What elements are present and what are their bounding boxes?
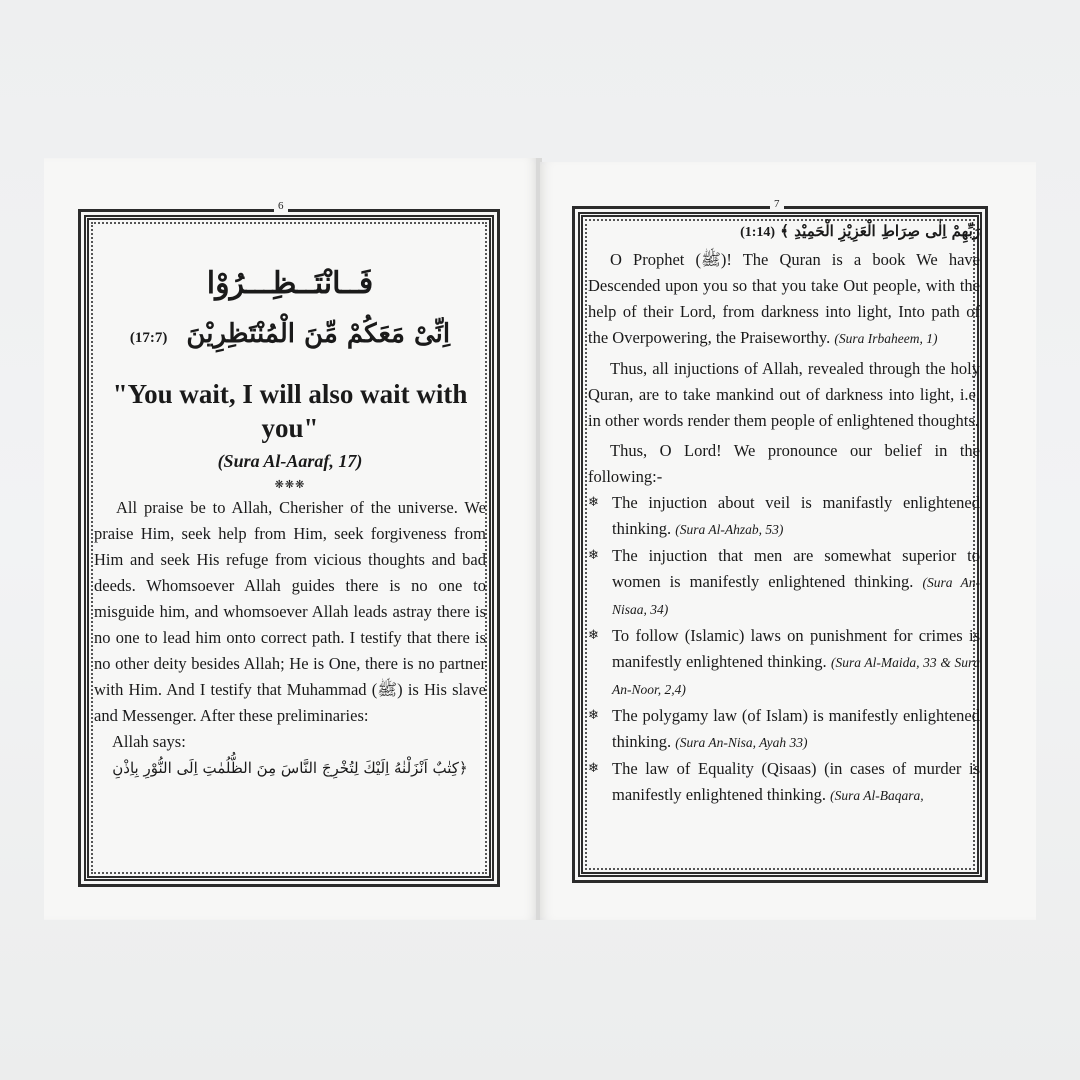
list-item-text: The injuction about veil is manifastly enlightened thinking. xyxy=(612,493,980,538)
list-item xyxy=(588,756,980,809)
list-item-reference: (Sura Al-Baqara, xyxy=(830,788,924,803)
right-page-number: 7 xyxy=(770,198,784,210)
arabic-verse-line xyxy=(94,319,486,349)
list-item-reference: (Sura Al-Maida, 33 & Sura An-Noor, 2,4) xyxy=(612,655,981,697)
list-item-reference: (Sura An-Nisaa, 34) xyxy=(612,575,980,617)
snowflake-icon: ❄ xyxy=(588,761,599,776)
list-item-reference: (Sura Al-Ahzab, 53) xyxy=(675,522,784,537)
paragraph-injunctions: Thus, all injuctions of Allah, revealed through the holy Quran, are to take mankind out of darkness into light, i.e. in other words render them people of enlightened thoughts. xyxy=(588,359,980,430)
list-item xyxy=(588,703,980,756)
snowflake-icon: ❄ xyxy=(588,495,599,510)
left-page xyxy=(44,158,538,920)
paragraph-prophet-reference: (Sura Irbaheem, 1) xyxy=(834,331,938,346)
arabic-footer-verse: ﴿كِتٰبٌ اَنْزَلْنٰهُ اِلَيْكَ لِتُخْرِجَ النَّاسَ مِنَ الظُّلُمٰتِ اِلَى النُّوْرِ بِاِذْنِ xyxy=(112,759,468,777)
arabic-title: فَــانْتَــظِـــرُوْا xyxy=(206,266,374,301)
left-page-number: 6 xyxy=(274,200,288,212)
left-page-content xyxy=(94,224,486,777)
list-item xyxy=(588,490,980,543)
list-item xyxy=(588,623,980,703)
list-item-text: To follow (Islamic) laws on punishment for crimes is manifestly enlightened thinking. xyxy=(612,626,980,671)
allah-says-label: Allah says: xyxy=(112,732,186,751)
arabic-header: رَبِّهِمْ اِلٰى صِرَاطِ الْعَزِيْزِ الْحَمِيْدِ ﴾ xyxy=(780,222,980,240)
arabic-verse: اِنِّیْ مَعَكُمْ مِّنَ الْمُنْتَظِرِيْنَ xyxy=(186,319,451,349)
snowflake-icon: ❄ xyxy=(588,708,599,723)
list-item xyxy=(588,543,980,623)
star-separator: ❋❋❋ xyxy=(274,478,306,491)
list-item-text: The injuction that men are somewhat superior to women is manifestly enlightened thinking. xyxy=(612,546,980,591)
arabic-verse-reference: (17:7) xyxy=(129,330,168,346)
paragraph-prophet-text: O Prophet (ﷺ)! The Quran is a book We have Descended upon you so that you take Out people, with the help of their Lord, from darkness into light, Into path of the Overpowering, the Praiseworthy. xyxy=(588,250,980,347)
english-title: "You wait, I will also wait with you" xyxy=(112,379,468,443)
right-page xyxy=(540,162,1036,920)
snowflake-icon: ❄ xyxy=(588,548,599,563)
paragraph-belief: Thus, O Lord! We pronounce our belief in the following:- xyxy=(588,441,980,486)
arabic-header-reference: (1:14) xyxy=(740,225,776,240)
list-item-text: The law of Equality (Qisaas) (in cases of murder is manifestly enlightened thinking. xyxy=(612,759,980,804)
title-reference: (Sura Al-Aaraf, 17) xyxy=(217,451,363,471)
list-item-text: The polygamy law (of Islam) is manifestly enlightened thinking. xyxy=(612,706,980,751)
open-book xyxy=(44,158,1036,920)
paragraph-prophet xyxy=(588,247,980,352)
list-item-reference: (Sura An-Nisa, Ayah 33) xyxy=(675,735,808,750)
right-page-content xyxy=(588,222,980,809)
arabic-header-line xyxy=(588,222,980,241)
snowflake-icon: ❄ xyxy=(588,628,599,643)
opening-paragraph: All praise be to Allah, Cherisher of the universe. We praise Him, seek help from Him, seek forgiveness from Him and seek His refuge from vicious thoughts and bad deeds. Whomsoever Allah guides there is no one to misguide him, and whomsoever Allah leads astray there is no one to lead him onto correct path. I testify that there is no other deity besides Allah; He is One, there is no partner with Him. And I testify that Muhammad (ﷺ) is His slave and Messenger. After these preliminaries: xyxy=(94,498,486,725)
